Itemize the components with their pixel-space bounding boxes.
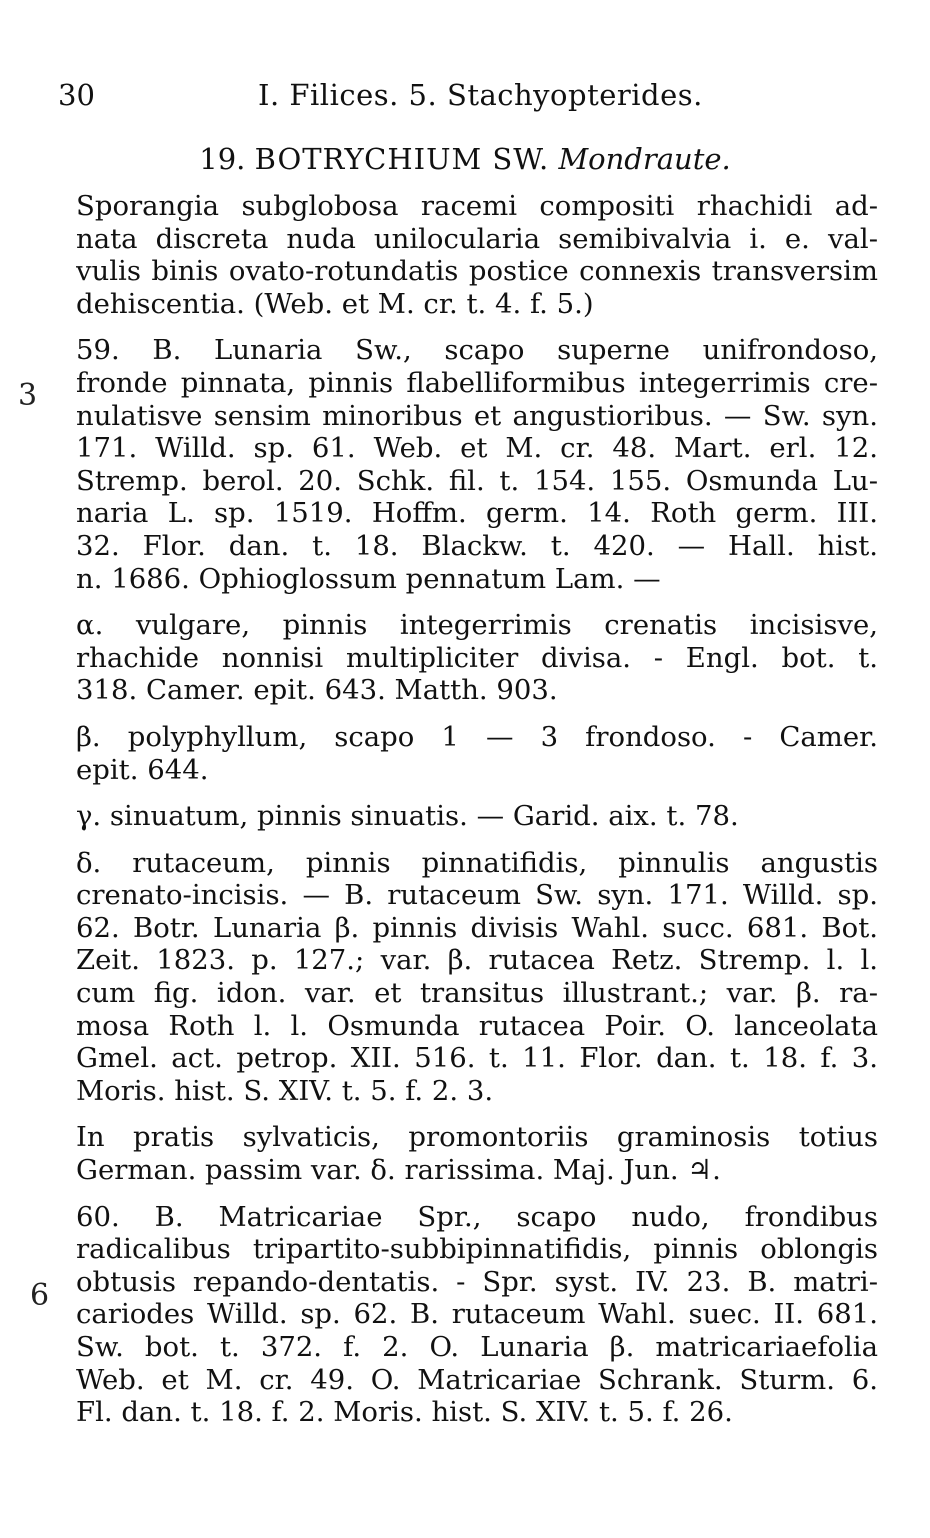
text-line: naria L. sp. 1519. Hoffm. germ. 14. Roth germ. III. xyxy=(76,497,878,530)
text-line: Moris. hist. S. XIV. t. 5. f. 2. 3. xyxy=(76,1074,494,1107)
genus-vernacular: Mondraute. xyxy=(558,142,731,176)
text-line: Zeit. 1823. p. 127.; var. β. rutacea Retz. Stremp. l. l. xyxy=(76,944,878,977)
running-title: I. Filices. 5. Stachyopterides. xyxy=(258,78,703,112)
text-line: 32. Flor. dan. t. 18. Blackw. t. 420. — Hall. hist. xyxy=(76,529,878,562)
variety-delta xyxy=(76,847,878,1108)
text-line: rhachide nonnisi multipliciter divisa. - Engl. bot. t. xyxy=(76,641,878,674)
text-line: nata discreta nuda unilocularia semibivalvia i. e. val- xyxy=(76,222,878,255)
text-line: German. passim var. δ. rarissima. Maj. Jun. ♃. xyxy=(76,1154,721,1187)
text-line: Web. et M. cr. 49. O. Matricariae Schrank. Sturm. 6. xyxy=(76,1363,878,1396)
page-body xyxy=(76,190,878,1443)
variety-gamma xyxy=(76,800,878,833)
text-line: fronde pinnata, pinnis flabelliformibus integerrimis cre- xyxy=(76,366,878,399)
text-line: cum fig. idon. var. et transitus illustrant.; var. β. ra- xyxy=(76,977,878,1010)
text-line: 59. B. Lunaria Sw., scapo superne unifrondoso, xyxy=(76,334,878,367)
text-line: 62. Botr. Lunaria β. pinnis divisis Wahl. succ. 681. Bot. xyxy=(76,911,878,944)
genus-number: 19. xyxy=(199,142,246,176)
text-line: vulis binis ovato-rotundatis postice connexis transversim xyxy=(76,255,878,288)
text-line: crenato-incisis. — B. rutaceum Sw. syn. 171. Willd. sp. xyxy=(76,879,878,912)
text-line: Fl. dan. t. 18. f. 2. Moris. hist. S. XIV. t. 5. f. 26. xyxy=(76,1396,733,1429)
text-line: δ. rutaceum, pinnis pinnatifidis, pinnulis angustis xyxy=(76,846,878,879)
text-line: epit. 644. xyxy=(76,753,209,786)
margin-note: 3 xyxy=(18,378,38,413)
text-line: Sporangia subglobosa racemi compositi rhachidi ad- xyxy=(76,190,878,222)
text-line: Gmel. act. petrop. XII. 516. t. 11. Flor. dan. t. 18. f. 3. xyxy=(76,1042,878,1075)
genus-name: BOTRYCHIUM SW. xyxy=(254,142,550,176)
text-line: dehiscentia. (Web. et M. cr. t. 4. f. 5.) xyxy=(76,287,594,320)
text-line: n. 1686. Ophioglossum pennatum Lam. — xyxy=(76,562,661,595)
species-entry-59 xyxy=(76,334,878,595)
genus-heading xyxy=(0,142,930,176)
text-line: α. vulgare, pinnis integerrimis crenatis incisisve, xyxy=(76,609,878,642)
text-line: Stremp. berol. 20. Schk. fil. t. 154. 155. Osmunda Lu- xyxy=(76,464,878,497)
page-number: 30 xyxy=(58,78,95,112)
page-header xyxy=(58,78,878,118)
text-line: 60. B. Matricariae Spr., scapo nudo, frondibus xyxy=(76,1200,878,1233)
species-entry-60 xyxy=(76,1201,878,1429)
text-line: mosa Roth l. l. Osmunda rutacea Poir. O. lanceolata xyxy=(76,1009,878,1042)
text-line: nulatisve sensim minoribus et angustioribus. — Sw. syn. xyxy=(76,399,878,432)
text-line: obtusis repando-dentatis. - Spr. syst. IV. 23. B. matri- xyxy=(76,1265,878,1298)
habitat-note xyxy=(76,1121,878,1186)
text-line: radicalibus tripartito-subbipinnatifidis, pinnis oblongis xyxy=(76,1233,878,1266)
text-line: 318. Camer. epit. 643. Matth. 903. xyxy=(76,674,558,707)
text-line: γ. sinuatum, pinnis sinuatis. — Garid. aix. t. 78. xyxy=(76,800,739,833)
genus-description xyxy=(76,190,878,320)
text-line: In pratis sylvaticis, promontoriis graminosis totius xyxy=(76,1121,878,1154)
text-line: β. polyphyllum, scapo 1 — 3 frondoso. - Camer. xyxy=(76,720,878,753)
variety-alpha xyxy=(76,609,878,707)
text-line: cariodes Willd. sp. 62. B. rutaceum Wahl. suec. II. 681. xyxy=(76,1298,878,1331)
text-line: 171. Willd. sp. 61. Web. et M. cr. 48. Mart. erl. 12. xyxy=(76,432,878,465)
text-line: Sw. bot. t. 372. f. 2. O. Lunaria β. matricariaefolia xyxy=(76,1331,878,1363)
variety-beta xyxy=(76,721,878,786)
margin-note: 6 xyxy=(30,1278,50,1313)
